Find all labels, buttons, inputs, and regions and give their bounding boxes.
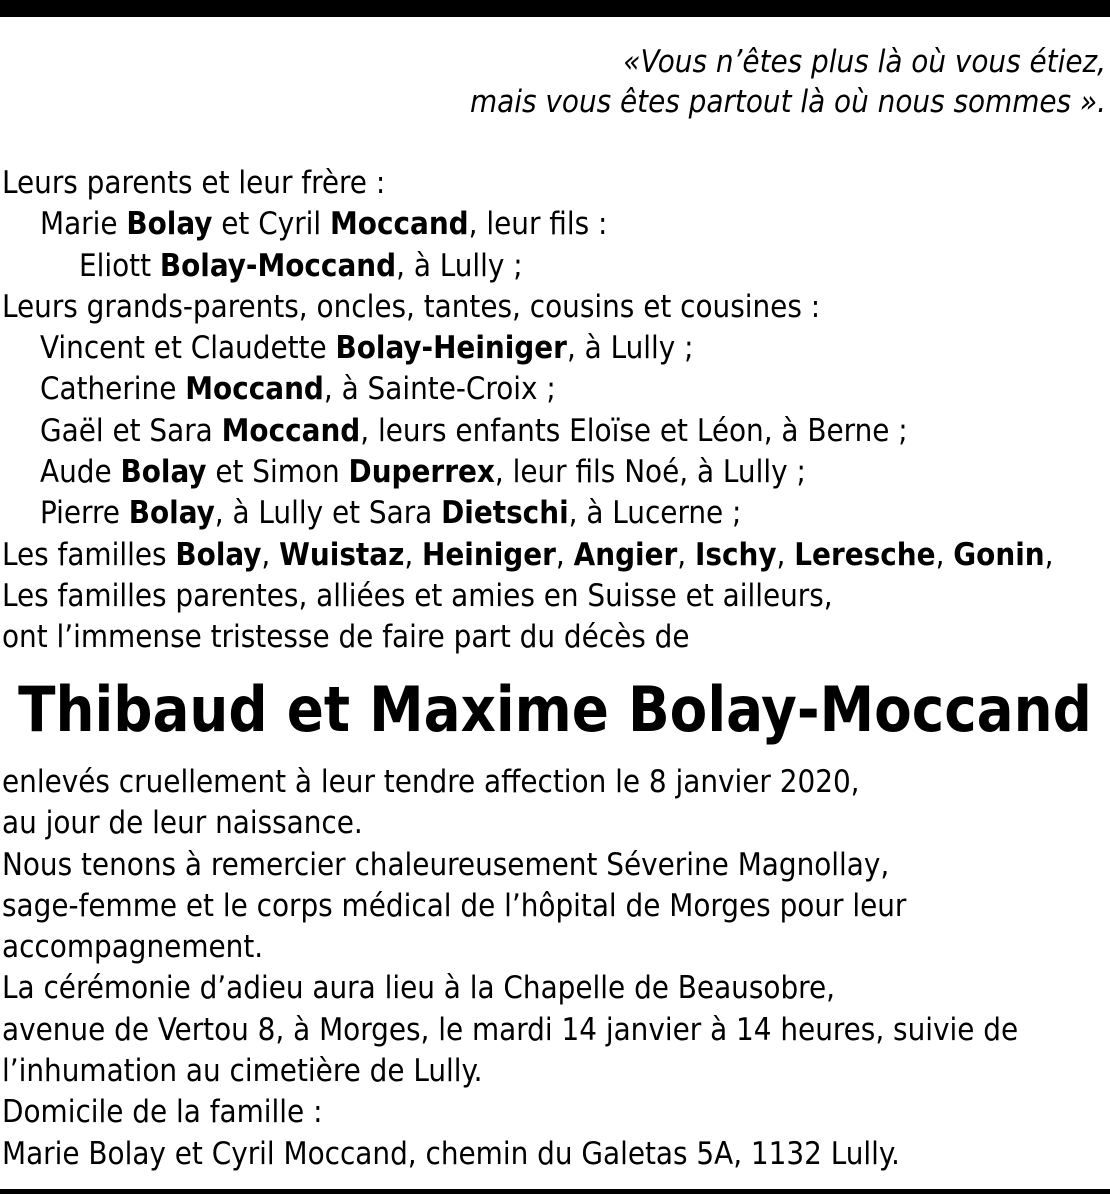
family-name: Bolay [120,454,207,491]
family-name: Heiniger [422,536,556,573]
brother-line [2,246,1053,287]
top-rule [0,0,1110,17]
text-run: , leur fils Noé, à Lully ; [494,454,806,491]
relative-line [2,369,1053,410]
family-name: Angier [573,536,678,573]
text-run: Marie [40,206,127,243]
allied-families-line: Les familles parentes, alliées et amies en Suisse et ailleurs, [2,577,833,614]
family-name: Duperrex [348,454,495,491]
body-line: La cérémonie d’adieu aura lieu à la Chapelle de Beausobre, [2,970,835,1007]
quote-line: mais vous êtes partout là où nous sommes ». [469,84,1106,120]
relative-line [2,493,1053,534]
text-run: , à Lully ; [566,330,694,367]
text-run: Aude [40,454,121,491]
body-line: sage-femme et le corps médical de l’hôpital de Morges pour leur [2,887,907,924]
text-run: Les familles [2,536,176,573]
relative-line [2,411,1053,452]
family-name: Bolay-Moccand [159,247,397,284]
family-name: Wuistaz [279,536,405,573]
epigraph-quote [470,42,1106,122]
text-run: et Cyril [212,206,331,243]
parents-intro: Leurs parents et leur frère : [2,165,386,201]
body-line: Nous tenons à remercier chaleureusement Séverine Magnollay, [2,846,890,883]
text-run: , leur fils : [468,206,608,243]
text-run: Catherine [40,371,186,408]
text-run: , [404,536,423,573]
bottom-rule [0,1189,1110,1194]
text-run: , [677,536,695,573]
deceased-name: Thibaud et Maxime Bolay-Moccand [18,673,1092,746]
quote-line: «Vous n’êtes plus là où vous étiez, [623,44,1106,80]
body-line: l’inhumation au cimetière de Lully. [2,1053,483,1090]
family-name: Gonin [953,536,1045,573]
text-run: , [1044,536,1054,573]
text-run: , leurs enfants Eloïse et Léon, à Berne ; [360,412,908,449]
body-line: Marie Bolay et Cyril Moccand, chemin du Galetas 5A, 1132 Lully. [2,1135,900,1172]
family-name: Bolay-Heiniger [335,330,567,367]
text-run: , à Sainte-Croix ; [323,371,556,408]
family-name: Ischy [695,536,777,573]
text-run: Gaël et Sara [40,412,222,449]
family-name: Leresche [794,536,936,573]
parents-line [2,204,1053,245]
text-run: Pierre [40,495,129,532]
relative-line [2,452,1053,493]
notice-body [2,762,1018,1175]
relative-line [2,328,1053,369]
announcement-line: ont l’immense tristesse de faire part du décès de [2,619,690,656]
family-list [2,163,1053,659]
family-name: Moccand [221,412,361,449]
body-line: Domicile de la famille : [2,1094,323,1131]
body-line: au jour de leur naissance. [2,805,363,842]
body-line: avenue de Vertou 8, à Morges, le mardi 14 janvier à 14 heures, suivie de [2,1011,1019,1048]
family-name: Moccand [330,206,469,243]
text-run: , à Lully et Sara [214,495,442,532]
text-run: Eliott [79,247,160,284]
families-line [2,535,1053,576]
body-line: accompagnement. [2,929,264,966]
text-run: Vincent et Claudette [40,330,336,367]
text-run: , à Lully ; [396,247,523,284]
family-name: Bolay [126,206,213,243]
text-run: , à Lucerne ; [568,495,742,532]
text-run: et Simon [206,454,349,491]
family-name: Bolay [175,536,262,573]
body-line: enlevés cruellement à leur tendre affection le 8 janvier 2020, [2,764,860,800]
text-run: , [555,536,574,573]
family-name: Dietschi [441,495,569,532]
family-name: Bolay [128,495,215,532]
text-run: , [261,536,280,573]
grandparents-intro: Leurs grands-parents, oncles, tantes, cousins et cousines : [2,288,821,325]
text-run: , [776,536,795,573]
text-run: , [935,536,954,573]
family-name: Moccand [185,371,324,408]
